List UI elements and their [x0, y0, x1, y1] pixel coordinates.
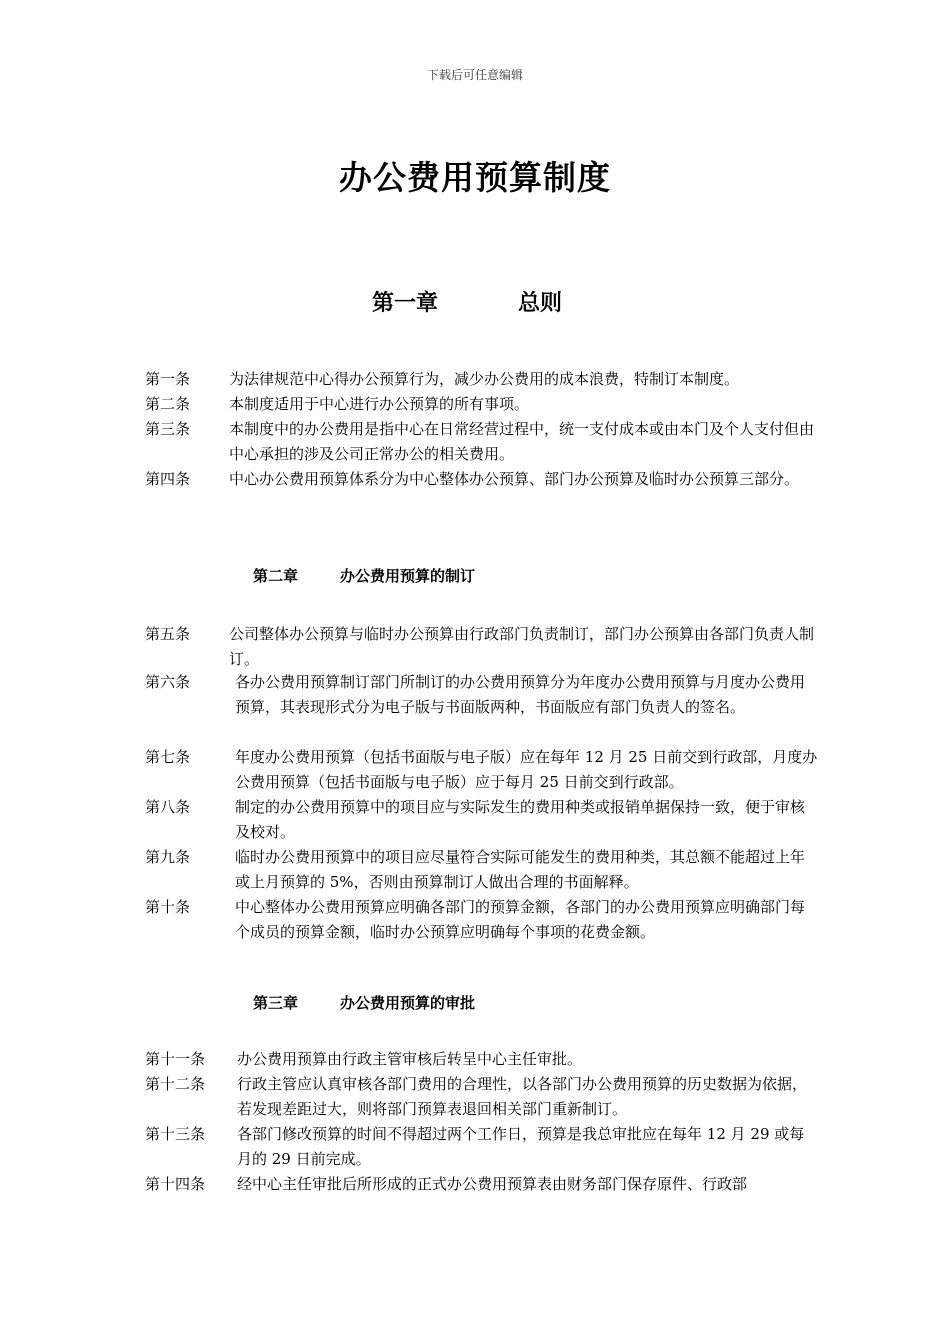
- article-label: 第二条: [145, 395, 191, 413]
- article-text: 各办公费用预算制订部门所制订的办公费用预算分为年度办公费用预算与月度办公费用预算，其表现形式分为电子版与书面版两种，书面版应有部门负责人的签名。: [235, 673, 806, 716]
- chapter-heading-2: [253, 565, 475, 586]
- article-label: 第八条: [145, 798, 191, 816]
- article-text: 为法律规范中心得办公预算行为，减少办公费用的成本浪费，特制订本制度。: [229, 370, 740, 388]
- header-note: 下载后可任意编辑: [426, 68, 523, 82]
- article-label: 第六条: [145, 673, 191, 691]
- article-text: 各部门修改预算的时间不得超过两个工作日，预算是我总审批应在每年 12 月 29 或每月的 29 日前完成。: [237, 1125, 805, 1168]
- article-text: 办公费用预算由行政主管审核后转呈中心主任审批。: [237, 1050, 583, 1068]
- chapter-name: 办公费用预算的审批: [340, 994, 476, 1012]
- article-text: 中心整体办公费用预算应明确各部门的预算金额，各部门的办公费用预算应明确部门每个成员的预算金额，临时办公预算应明确每个事项的花费金额。: [235, 898, 806, 941]
- article-label: 第五条: [145, 625, 191, 643]
- article-label: 第十一条: [145, 1050, 206, 1068]
- article-label: 第三条: [145, 420, 191, 438]
- chapter-name: 总则: [518, 291, 563, 316]
- chapter-heading-3: [253, 992, 475, 1013]
- article-text: 公司整体办公预算与临时办公预算由行政部门负责制订，部门办公预算由各部门负责人制订。: [229, 625, 815, 668]
- chapter-heading-1: [372, 286, 562, 317]
- chapter-number: 第一章: [372, 291, 439, 316]
- article-text: 制定的办公费用预算中的项目应与实际发生的费用种类或报销单据保持一致，便于审核及校对。: [235, 798, 806, 841]
- article-text: 年度办公费用预算（包括书面版与电子版）应在每年 12 月 25 日前交到行政部，月度办公费用预算（包括书面版与电子版）应于每月 25 日前交到行政部。: [235, 748, 818, 791]
- article-label: 第十二条: [145, 1075, 206, 1093]
- article-text: 本制度适用于中心进行办公预算的所有事项。: [229, 395, 530, 413]
- article-label: 第四条: [145, 470, 191, 488]
- document-title: 办公费用预算制度: [339, 158, 611, 197]
- article-text: 临时办公费用预算中的项目应尽量符合实际可能发生的费用种类，其总额不能超过上年或上月预算的 5%，否则由预算制订人做出合理的书面解释。: [235, 848, 806, 891]
- article-label: 第七条: [145, 748, 191, 766]
- article-label: 第十四条: [145, 1175, 206, 1193]
- article-label: 第九条: [145, 848, 191, 866]
- article-label: 第十条: [145, 898, 191, 916]
- chapter-number: 第三章: [253, 994, 299, 1012]
- article-text: 行政主管应认真审核各部门费用的合理性，以各部门办公费用预算的历史数据为依据，若发现差距过大，则将部门预算表退回相关部门重新制订。: [237, 1075, 808, 1118]
- article-label: 第一条: [145, 370, 191, 388]
- article-text: 经中心主任审批后所形成的正式办公费用预算表由财务部门保存原件、行政部: [237, 1175, 748, 1193]
- article-text: 中心办公费用预算体系分为中心整体办公预算、部门办公预算及临时办公预算三部分。: [229, 470, 800, 488]
- article-label: 第十三条: [145, 1125, 206, 1143]
- article-text: 本制度中的办公费用是指中心在日常经营过程中，统一支付成本或由本门及个人支付但由中心承担的涉及公司正常办公的相关费用。: [229, 420, 815, 463]
- chapter-number: 第二章: [253, 567, 299, 585]
- chapter-name: 办公费用预算的制订: [340, 567, 476, 585]
